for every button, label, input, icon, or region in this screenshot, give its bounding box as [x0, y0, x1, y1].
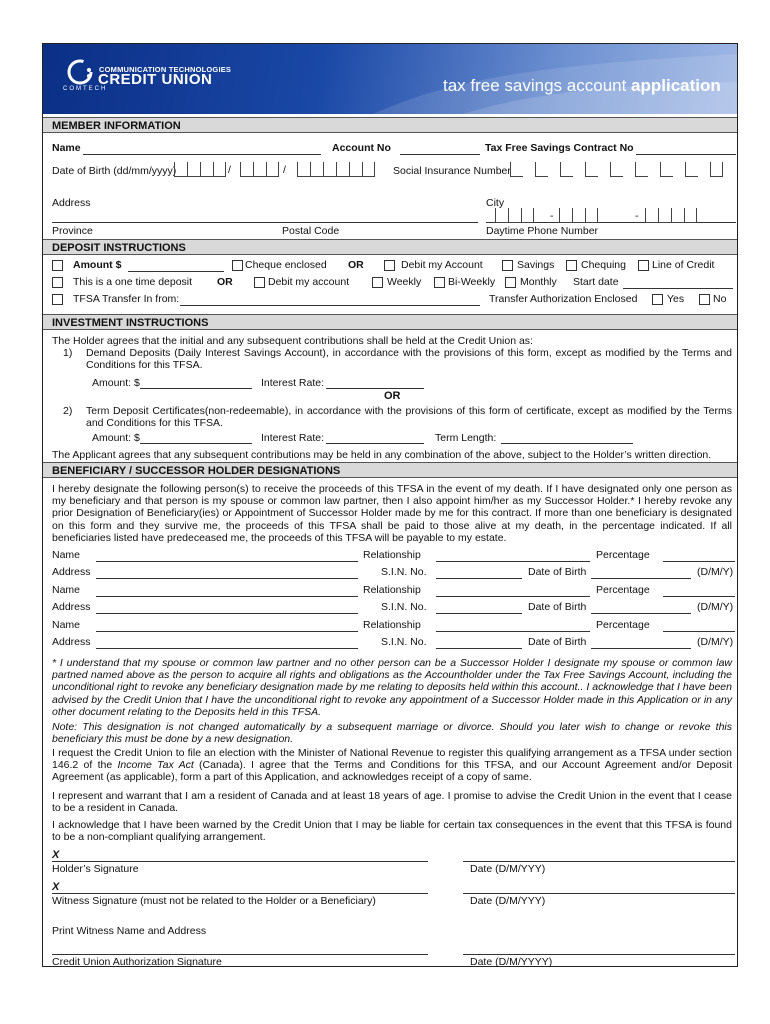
deposit-instructions-heading: DEPOSIT INSTRUCTIONS — [43, 239, 737, 255]
beneficiary-address-label: Address — [52, 601, 91, 613]
province-label: Province — [52, 225, 93, 237]
beneficiary-name-field[interactable] — [96, 561, 358, 562]
yes-label: Yes — [667, 293, 685, 305]
amount-2-field[interactable] — [140, 443, 252, 444]
beneficiary-sin-label: S.I.N. No. — [381, 566, 427, 578]
holder-signature-label: Holder’s Signature — [52, 863, 139, 875]
amount-1-field[interactable] — [140, 388, 252, 389]
income-tax-act-text: Income Tax Act — [117, 759, 194, 772]
member-information-heading: MEMBER INFORMATION — [43, 117, 737, 133]
city-label: City — [486, 197, 505, 209]
beneficiary-relationship-field[interactable] — [436, 596, 590, 597]
logo-mark — [65, 57, 95, 87]
weekly-checkbox[interactable] — [372, 277, 383, 288]
phone-dash-2: - — [635, 210, 639, 222]
logo-icon — [65, 57, 95, 87]
item-2-number: 2) — [63, 405, 73, 417]
investment-intro: The Holder agrees that the initial and any subsequent contributions shall be held at the Credit Union as: — [52, 335, 533, 347]
beneficiary-designation-text: I hereby designate the following person(s) to receive the proceeds of this TFSA in the event of my death. If I have designated only one person as my beneficiary and that person is my spouse or common law partner, then I also appoint him/her as my Successor Holder.* I hereby revoke any prior Designation of Beneficiary(ies) or Appointment of Successor Holder made by me for this contract. If more than one beneficiary is designated on this form and they survive me, the proceeds of this TFSA shall be paid to those alive at my death, in the percentage indicated. If all beneficiaries listed have predeceased me, the proceeds of this TFSA will be payable to my estate. — [52, 483, 732, 544]
beneficiary-row-2 — [43, 584, 737, 618]
account-no-label: Account No — [332, 142, 391, 154]
beneficiary-percentage-field[interactable] — [663, 561, 735, 562]
rate-2-label: Interest Rate: — [261, 432, 325, 444]
beneficiary-sin-field[interactable] — [436, 613, 522, 614]
term-length-label: Term Length: — [435, 432, 497, 444]
beneficiary-address-field[interactable] — [96, 578, 358, 579]
amount-label: Amount $ — [73, 259, 122, 271]
yes-checkbox[interactable] — [652, 294, 663, 305]
beneficiary-name-label: Name — [52, 549, 81, 561]
postal-code-label: Postal Code — [282, 225, 340, 237]
tfsa-application-form — [42, 43, 738, 967]
witness-signature-field[interactable] — [52, 893, 428, 894]
one-time-deposit-label: This is a one time deposit — [73, 276, 193, 288]
biweekly-label: Bi-Weekly — [448, 276, 496, 288]
tfsa-transfer-checkbox[interactable] — [52, 294, 63, 305]
beneficiary-dob-field[interactable] — [591, 578, 691, 579]
phone-boxes[interactable] — [495, 208, 735, 224]
dob-boxes[interactable] — [174, 162, 384, 178]
brand-subtitle: COMMUNICATION TECHNOLOGIES — [99, 65, 232, 74]
witness-signature-x: X — [52, 881, 60, 893]
beneficiary-name-label: Name — [52, 619, 81, 631]
beneficiary-percentage-field[interactable] — [663, 631, 735, 632]
beneficiary-name-field[interactable] — [96, 631, 358, 632]
weekly-label: Weekly — [387, 276, 422, 288]
debit-account-checkbox[interactable] — [384, 260, 395, 271]
address-field[interactable] — [52, 222, 478, 223]
contract-no-label: Tax Free Savings Contract No — [485, 142, 634, 154]
beneficiary-relationship-label: Relationship — [363, 549, 421, 561]
rate-1-label: Interest Rate: — [261, 377, 325, 389]
form-title-bold: application — [631, 76, 721, 95]
investment-instructions-heading: INVESTMENT INSTRUCTIONS — [43, 314, 737, 330]
tax-warning-text: I acknowledge that I have been warned by the Credit Union that I may be liable for certain tax consequences in the event that this TFSA is found to be a non-compliant qualifying arrangement. — [52, 819, 732, 844]
beneficiary-heading: BENEFICIARY / SUCCESSOR HOLDER DESIGNATIONS — [43, 462, 737, 478]
dob-slash-1: / — [228, 164, 231, 176]
line-of-credit-label: Line of Credit — [652, 259, 715, 271]
beneficiary-relationship-field[interactable] — [436, 561, 590, 562]
beneficiary-name-field[interactable] — [96, 596, 358, 597]
beneficiary-dob-label: Date of Birth — [528, 601, 587, 613]
beneficiary-dob-field[interactable] — [591, 648, 691, 649]
item-1-number: 1) — [63, 347, 73, 359]
beneficiary-relationship-label: Relationship — [363, 619, 421, 631]
dob-label: Date of Birth (dd/mm/yyyy) — [52, 165, 177, 177]
beneficiary-row-3 — [43, 619, 737, 653]
amount-2-label: Amount: $ — [92, 432, 140, 444]
chequing-label: Chequing — [581, 259, 626, 271]
debit-account-label: Debit my Account — [401, 259, 483, 271]
beneficiary-sin-label: S.I.N. No. — [381, 601, 427, 613]
beneficiary-percentage-label: Percentage — [596, 549, 650, 561]
beneficiary-percentage-label: Percentage — [596, 619, 650, 631]
brand-comtech: COMTECH — [63, 86, 108, 92]
cu-authorization-field[interactable] — [52, 954, 428, 955]
beneficiary-sin-field[interactable] — [436, 578, 522, 579]
tfsa-election-text-c: (Canada). I agree that the Terms and Conditions for this TFSA, and our Account Agreement and/or Deposit Agreement (as applicable), form a part of this Application, and acknowledges receipt of a copy of same. — [52, 759, 732, 784]
address-label: Address — [52, 197, 91, 209]
beneficiary-dob-label: Date of Birth — [528, 566, 587, 578]
transfer-auth-label: Transfer Authorization Enclosed — [489, 293, 638, 305]
print-witness-label: Print Witness Name and Address — [52, 925, 207, 937]
savings-label: Savings — [517, 259, 555, 271]
rate-2-field[interactable] — [326, 443, 424, 444]
beneficiary-sin-field[interactable] — [436, 648, 522, 649]
brand-name: CREDIT UNION — [98, 71, 213, 88]
beneficiary-dob-label: Date of Birth — [528, 636, 587, 648]
date-2-label: Date (D/M/YYY) — [470, 895, 546, 907]
date-3-field[interactable] — [463, 954, 735, 955]
witness-signature-label: Witness Signature (must not be related to the Holder or a Beneficiary) — [52, 895, 376, 907]
beneficiary-name-label: Name — [52, 584, 81, 596]
beneficiary-dmy-label: (D/M/Y) — [697, 636, 734, 648]
investment-closing: The Applicant agrees that any subsequent contributions may be held in any combination of the above, subject to the Holder’s written direction. — [52, 449, 712, 461]
sin-boxes[interactable] — [510, 162, 736, 178]
beneficiary-percentage-label: Percentage — [596, 584, 650, 596]
header-banner — [43, 44, 737, 114]
sin-label: Social Insurance Number — [393, 165, 511, 177]
or-label-3: OR — [384, 390, 401, 402]
form-title-regular: tax free savings account — [443, 76, 632, 95]
or-label-2: OR — [217, 276, 233, 288]
dob-slash-2: / — [283, 164, 286, 176]
date-2-field[interactable] — [463, 893, 735, 894]
beneficiary-address-field[interactable] — [96, 648, 358, 649]
one-time-deposit-checkbox[interactable] — [52, 277, 63, 288]
biweekly-checkbox[interactable] — [434, 277, 445, 288]
contract-no-field[interactable] — [636, 154, 736, 155]
tfsa-election-text — [52, 747, 732, 784]
no-checkbox[interactable] — [699, 294, 710, 305]
phone-label: Daytime Phone Number — [486, 225, 599, 237]
line-of-credit-checkbox[interactable] — [638, 260, 649, 271]
monthly-label: Monthly — [520, 276, 557, 288]
savings-checkbox[interactable] — [502, 260, 513, 271]
holder-signature-x: X — [52, 849, 60, 861]
beneficiary-relationship-field[interactable] — [436, 631, 590, 632]
amount-checkbox[interactable] — [52, 260, 63, 271]
beneficiary-address-label: Address — [52, 566, 91, 578]
term-length-field[interactable] — [501, 443, 633, 444]
beneficiary-row-1 — [43, 549, 737, 583]
demand-deposits-text: Demand Deposits (Daily Interest Savings Account), in accordance with the provisions of this form, except as modified by the Terms and Conditions for this TFSA. — [86, 347, 732, 372]
monthly-checkbox[interactable] — [505, 277, 516, 288]
successor-holder-note: * I understand that my spouse or common law partner and no other person can be a Successor Holder I designate my spouse or common law partned named above as the person to acquire all rights and obligations as the Accountholder under the Tax Free Savings Account, including the unconditional right to revoke any beneficiary designation made by me relating to deposits held within this account.. I acknowledge that I have been advised by the Credit Union that I have the unconditional right to revoke any appointment of a Successor Holder made in this Application or in any other document relating to the Deposits held in this TFSA. — [52, 657, 732, 718]
form-title — [443, 76, 721, 96]
term-deposits-text: Term Deposit Certificates(non-redeemable), in accordance with the provisions of this form of certificate, except as modified by the Terms and Conditions for this TFSA. — [86, 405, 732, 430]
rate-1-field[interactable] — [326, 388, 424, 389]
start-date-label: Start date — [573, 276, 619, 288]
debit-account-2-label: Debit my account — [268, 276, 350, 288]
beneficiary-address-field[interactable] — [96, 613, 358, 614]
amount-1-label: Amount: $ — [92, 377, 140, 389]
debit-account-2-checkbox[interactable] — [254, 277, 265, 288]
holder-signature-field[interactable] — [52, 861, 428, 862]
date-3-label: Date (D/M/YYYY) — [470, 956, 553, 968]
name-label: Name — [52, 142, 81, 154]
account-no-field[interactable] — [400, 154, 480, 155]
cheque-enclosed-label: Cheque enclosed — [245, 259, 327, 271]
start-date-field[interactable] — [623, 288, 733, 289]
tfsa-transfer-label: TFSA Transfer In from: — [73, 293, 180, 305]
or-label-1: OR — [348, 259, 364, 271]
name-field[interactable] — [83, 154, 321, 155]
phone-dash-1: - — [550, 210, 554, 222]
beneficiary-dmy-label: (D/M/Y) — [697, 601, 734, 613]
beneficiary-dob-field[interactable] — [591, 613, 691, 614]
beneficiary-relationship-label: Relationship — [363, 584, 421, 596]
date-1-field[interactable] — [463, 861, 735, 862]
tfsa-transfer-field[interactable] — [180, 305, 480, 306]
no-label: No — [713, 293, 727, 305]
amount-field[interactable] — [128, 271, 224, 272]
date-1-label: Date (D/M/YYY) — [470, 863, 546, 875]
chequing-checkbox[interactable] — [566, 260, 577, 271]
cu-authorization-label: Credit Union Authorization Signature — [52, 956, 222, 968]
cheque-enclosed-checkbox[interactable] — [232, 260, 243, 271]
beneficiary-address-label: Address — [52, 636, 91, 648]
residency-text: I represent and warrant that I am a resident of Canada and at least 18 years of age. I promise to advise the Credit Union in the event that I cease to be a resident in Canada. — [52, 790, 732, 815]
tfsa-election-text-a: I request the Credit Union to file an election with the Minister of National Revenue to register this qualifying arrangement as a TFSA under section 146.2 of the — [52, 747, 732, 772]
beneficiary-sin-label: S.I.N. No. — [381, 636, 427, 648]
beneficiary-percentage-field[interactable] — [663, 596, 735, 597]
beneficiary-dmy-label: (D/M/Y) — [697, 566, 734, 578]
designation-change-note: Note: This designation is not changed automatically by a subsequent marriage or divorce. Should you later wish to change or revoke this beneficiary this must be done by a new designation. — [52, 721, 732, 746]
